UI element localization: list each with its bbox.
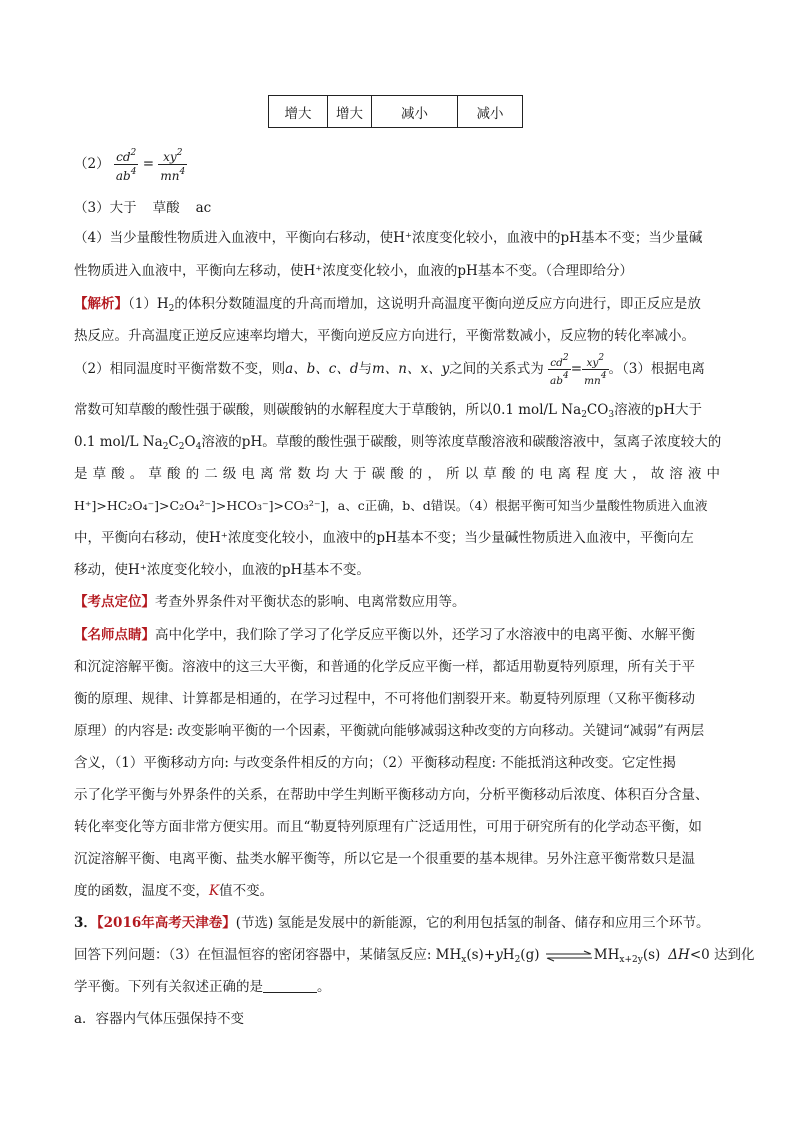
analysis-line-2: 热反应。升高温度正逆反应速率均增大，平衡向逆反应方向进行，平衡常数减小，反应物的转化率减小。 xyxy=(74,328,695,344)
question-3-line-1: 3．【2016年高考天津卷】(节选) 氢能是发展中的新能源，它的利用包括氢的制备、储存和应用三个环节。 xyxy=(74,915,710,931)
kaodian-line: 【考点定位】考查外界条件对平衡状态的影响、电离常数应用等。 xyxy=(74,594,466,610)
table-cell: 增大 xyxy=(269,96,328,128)
mingshi-line-7: 转化率变化等方面非常方便实用。而且“勒夏特列原理有广泛适用性，可用于研究所有的化学动态平衡，如 xyxy=(74,819,702,835)
answer-blank[interactable] xyxy=(263,978,317,993)
answer-table xyxy=(268,95,523,128)
kaodian-tag: 【考点定位】 xyxy=(74,594,155,610)
mingshi-line-8: 沉淀溶解平衡、电离平衡、盐类水解平衡等，所以它是一个很重要的基本规律。另外注意平衡常数只是温 xyxy=(74,851,695,867)
analysis-tag: 【解析】 xyxy=(74,296,128,312)
analysis-line-1: 【解析】$(1)H_2$的体积分数随温度的升高而增加，这说明升高温度平衡向逆反应方向进行，即正反应是放 xyxy=(74,296,701,314)
option-a: a．容器内气体压强保持不变 xyxy=(74,1011,245,1027)
analysis-line-3: （2）相同温度时平衡常数不变，则a、b、c、d与m、n、x、y之间的关系式为 $\frac{cd2}{ab4}$ = $\frac{xy2}{mn4}$ 。（3）根据电离 xyxy=(74,353,705,387)
mingshi-line-1: 【名师点睛】高中化学中，我们除了学习了化学反应平衡以外，还学习了水溶液中的电离平衡、水解平衡 xyxy=(74,627,695,643)
analysis-line-8: 中，平衡向右移动，使H⁺浓度变化较小，血液中的pH基本不变；当少量碱性物质进入血液中，平衡向左 xyxy=(74,530,694,546)
table-cell: 减小 xyxy=(458,96,523,128)
analysis-line-4: 常数可知草酸的酸性强于碳酸，则碳酸钠的水解程度大于草酸钠，所以0.1 mol/L $Na_2CO_3$溶液的pH大于 xyxy=(74,402,702,420)
answer-2 xyxy=(74,146,187,183)
fraction-left: $\frac{cd^2}{ab^4}$ xyxy=(115,148,137,183)
analysis-line-7: H⁺]>HC₂O₄⁻]>C₂O₄²⁻]>HCO₃⁻]>CO₃²⁻]，a、c正确，b、d错误。（4）根据平衡可知当少量酸性物质进入血液 xyxy=(74,498,708,513)
equals-sign: = xyxy=(142,156,155,172)
fraction-right: $\frac{xy^2}{mn^4}$ xyxy=(160,148,186,183)
answer-3: （3）大于 草酸 ac xyxy=(74,200,212,216)
fraction-left: $\frac{cd2}{ab4}$ xyxy=(550,353,569,387)
table-cell: 增大 xyxy=(328,96,372,128)
analysis-line-6: 是草酸。草酸的二级电离常数均大于碳酸的，所以草酸的电离程度大，故溶液中 xyxy=(74,466,720,482)
mingshi-line-3: 衡的原理、规律、计算都是相通的，在学习过程中，不可将他们割裂开来。勒夏特列原理（又称平衡移动 xyxy=(74,691,695,707)
question-source-tag: 【2016年高考天津卷】 xyxy=(96,915,236,931)
mingshi-line-2: 和沉淀溶解平衡。溶液中的这三大平衡，和普通的化学反应平衡一样，都适用勒夏特列原理，所有关于平 xyxy=(74,659,695,675)
mingshi-line-5: 含义，（1）平衡移动方向: 与改变条件相反的方向；（2）平衡移动程度: 不能抵消这种改变。它定性揭 xyxy=(74,755,676,771)
question-3-line-3: 学平衡。下列有关叙述正确的是 。 xyxy=(74,979,331,995)
answer-4-line-1: （4）当少量酸性物质进入血液中，平衡向右移动，使H⁺浓度变化较小，血液中的pH基本不变；当少量碱 xyxy=(74,230,703,246)
equilibrium-arrow-icon xyxy=(544,950,594,962)
answer-4-line-2: 性物质进入血液中，平衡向左移动，使H⁺浓度变化较小，血液的pH基本不变。（合理即给分） xyxy=(74,263,634,279)
analysis-line-5: 0.1 mol/L $Na_2C_2O_4$溶液的pH。草酸的酸性强于碳酸，则等浓度草酸溶液和碳酸溶液中，氢离子浓度较大的 xyxy=(74,434,722,452)
table-row xyxy=(269,96,523,128)
question-3-line-2: 回答下列问题：（3）在恒温恒容的密闭容器中，某储氢反应: $MH_x(s)+yH_2(g)$ $MH_{x+2y}(s)$ ΔH<0 达到化 xyxy=(74,947,755,965)
mingshi-line-6: 示了化学平衡与外界条件的关系，在帮助中学生判断平衡移动方向，分析平衡移动后浓度、体积百分含量、 xyxy=(74,787,709,803)
mingshi-line-4: 原理）的内容是: 改变影响平衡的一个因素，平衡就向能够减弱这种改变的方向移动。关键词“减弱”有两层 xyxy=(74,723,705,739)
analysis-line-9: 移动，使H⁺浓度变化较小，血液的pH基本不变。 xyxy=(74,562,370,578)
answer-label: （2） xyxy=(74,156,110,172)
mingshi-line-9: 度的函数，温度不变，K值不变。 xyxy=(74,883,274,899)
mingshi-tag: 【名师点睛】 xyxy=(74,627,155,643)
table-cell: 减小 xyxy=(372,96,458,128)
fraction-right: $\frac{xy2}{mn4}$ xyxy=(584,353,607,387)
